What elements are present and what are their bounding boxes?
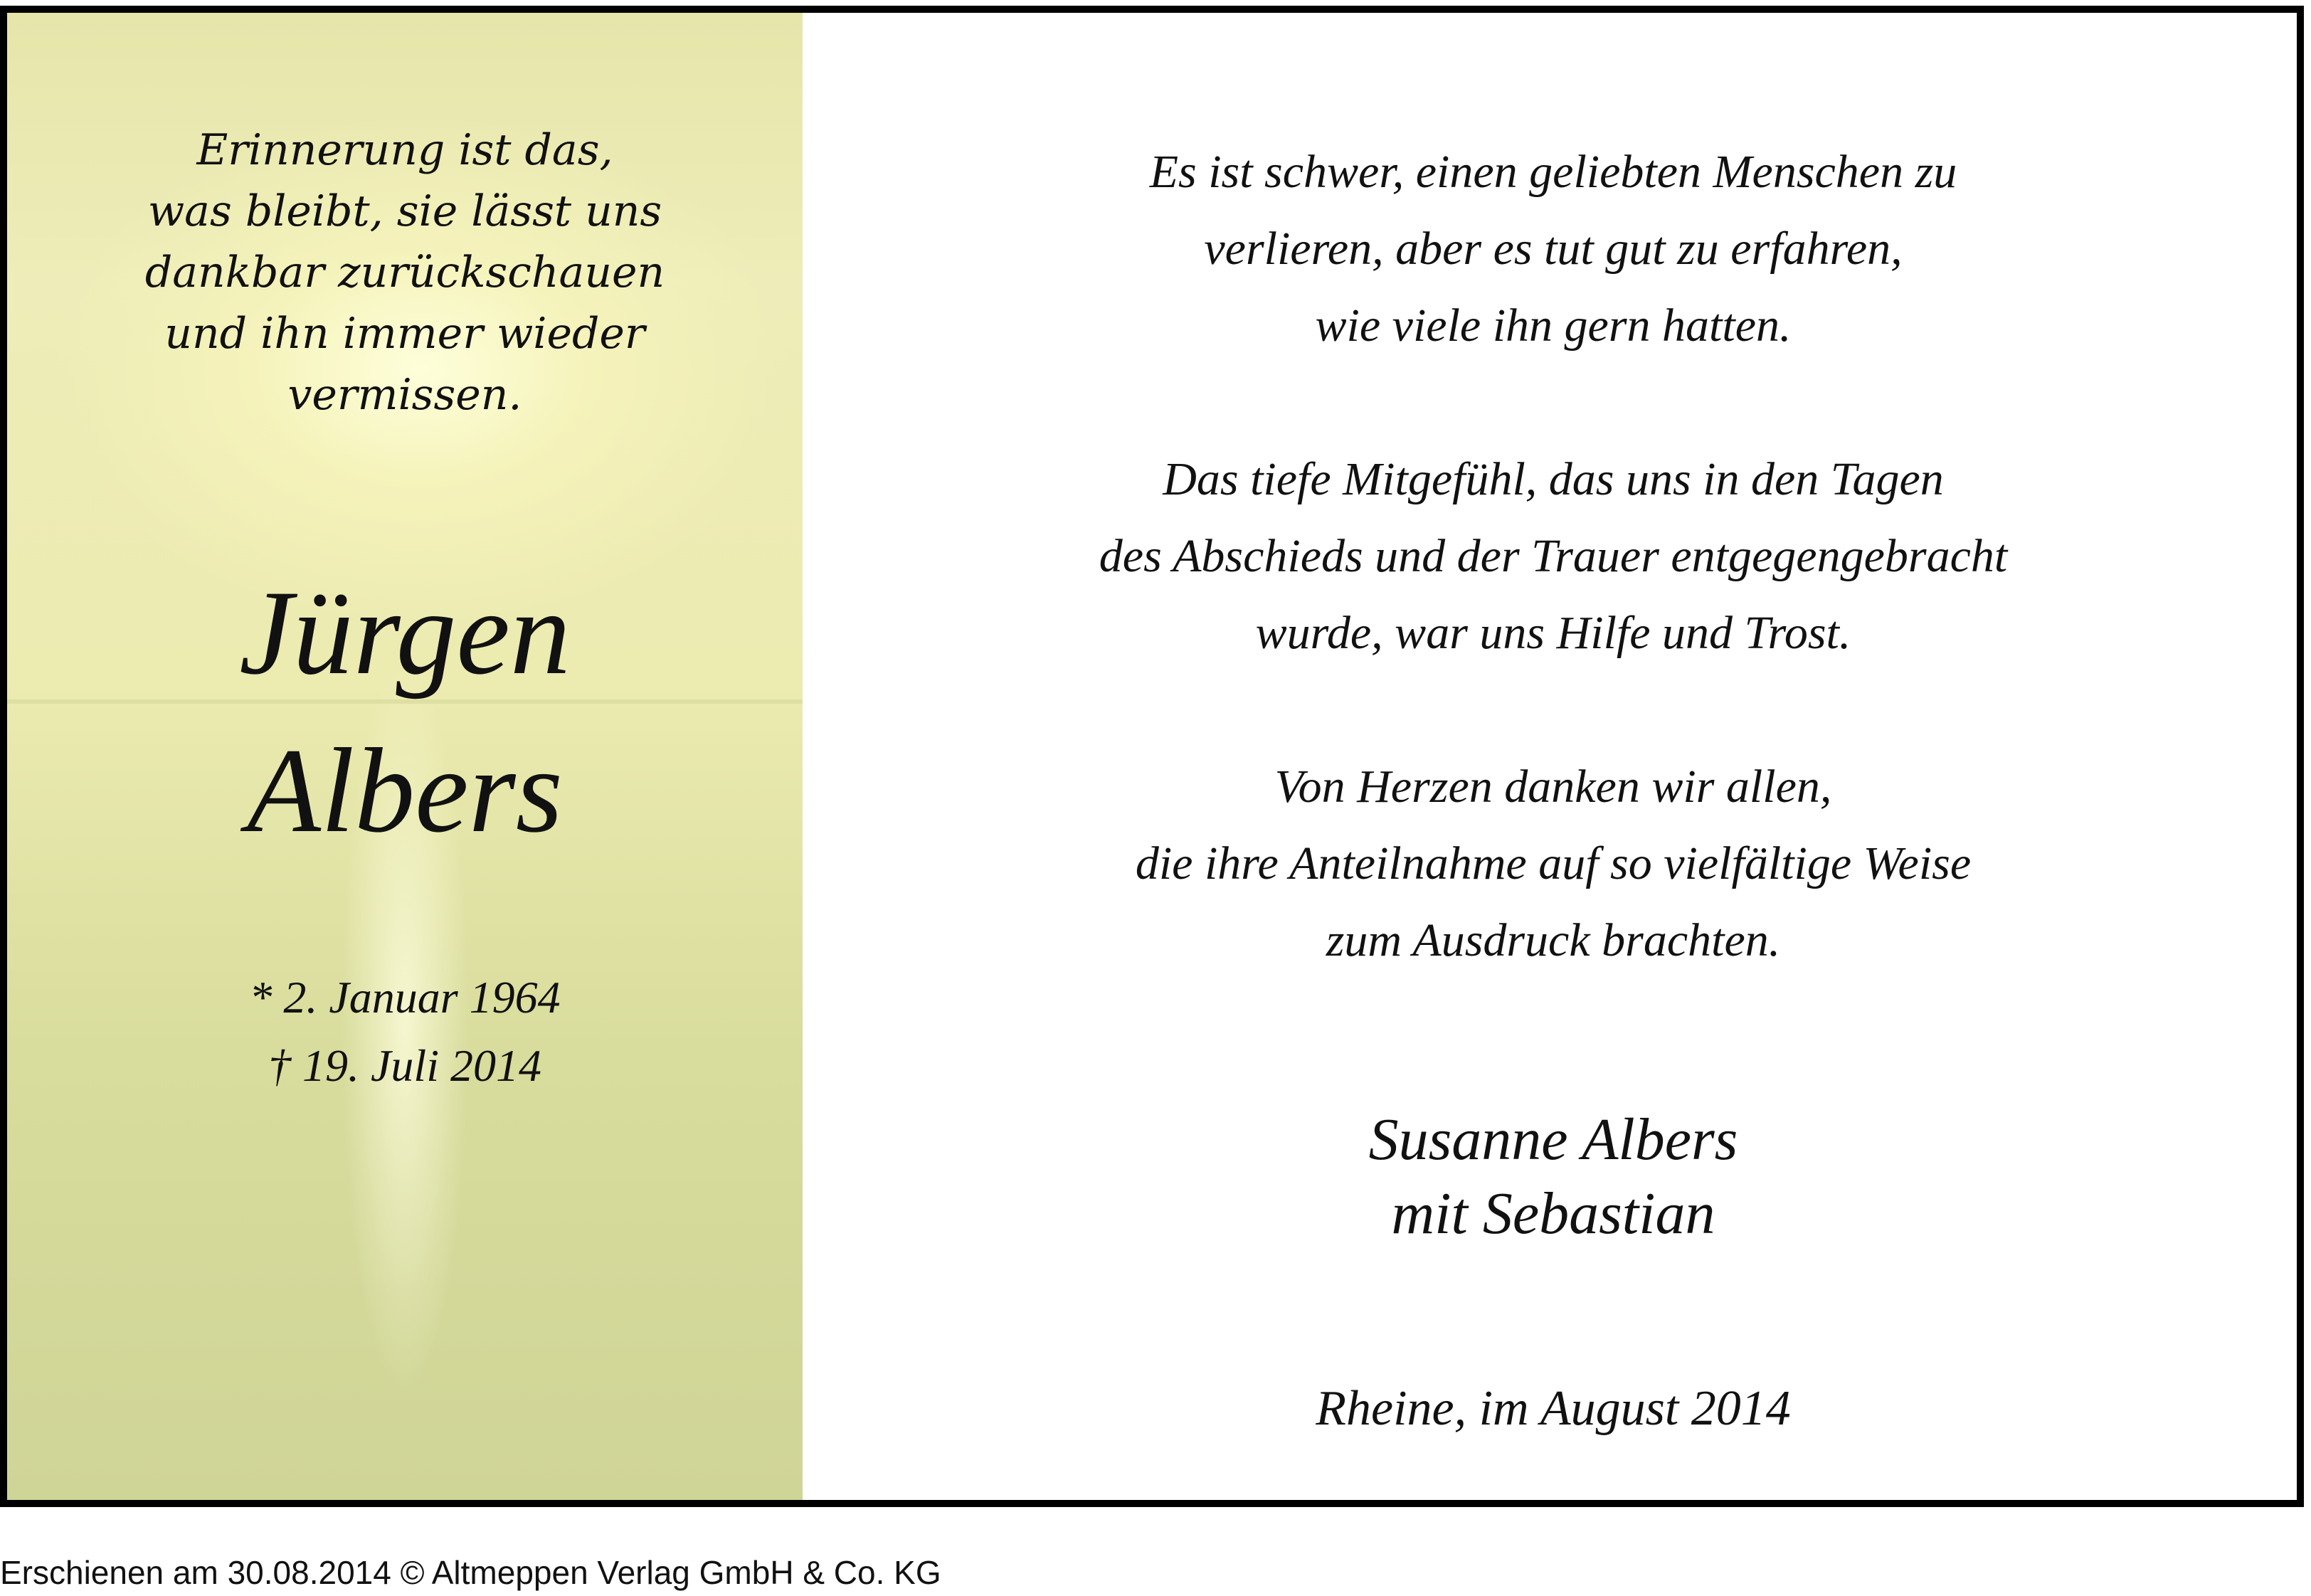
family-signature (803, 1103, 2304, 1251)
thank-you-paragraph-2 (803, 441, 2304, 672)
poem-line: was bleibt, sie lässt uns (147, 186, 662, 236)
death-date: † 19. Juli 2014 (268, 1040, 541, 1091)
text-line: wurde, war uns Hilfe und Trost. (1255, 607, 1851, 659)
text-line: Es ist schwer, einen geliebten Menschen zu (1149, 146, 1957, 198)
text-line: verlieren, aber es tut gut zu erfahren, (1204, 223, 1903, 275)
thank-you-paragraph-1 (803, 134, 2304, 364)
memorial-poem (7, 120, 803, 426)
text-line: die ihre Anteilnahme auf so vielfältige Weise (1135, 837, 1972, 889)
poem-line: vermissen. (287, 370, 522, 420)
poem-line: Erinnerung ist das, (196, 125, 613, 175)
thank-you-paragraph-3 (803, 749, 2304, 979)
birth-date: * 2. Januar 1964 (249, 972, 561, 1022)
place-and-date: Rheine, im August 2014 (1316, 1381, 1791, 1436)
memorial-photo-panel (7, 13, 803, 1500)
text-line: zum Ausdruck brachten. (1326, 914, 1781, 966)
life-dates (7, 963, 803, 1100)
obituary-card (0, 6, 2304, 1507)
poem-line: und ihn immer wieder (164, 309, 645, 359)
publication-footer: Erschienen am 30.08.2014 © Altmeppen Verlag GmbH & Co. KG (0, 1554, 941, 1591)
text-line: Von Herzen danken wir allen, (1274, 761, 1832, 813)
poem-line: dankbar zurückschauen (144, 248, 665, 297)
first-name: Jürgen (239, 566, 571, 699)
signature-line: mit Sebastian (1391, 1180, 1715, 1247)
thank-you-text-panel (803, 13, 2297, 1500)
last-name: Albers (247, 724, 563, 857)
signature-line: Susanne Albers (1368, 1106, 1738, 1173)
text-line: Das tiefe Mitgefühl, das uns in den Tagen (1163, 453, 1944, 505)
text-line: des Abschieds und der Trauer entgegengebracht (1099, 530, 2008, 582)
text-line: wie viele ihn gern hatten. (1315, 300, 1792, 352)
deceased-name (7, 554, 803, 870)
